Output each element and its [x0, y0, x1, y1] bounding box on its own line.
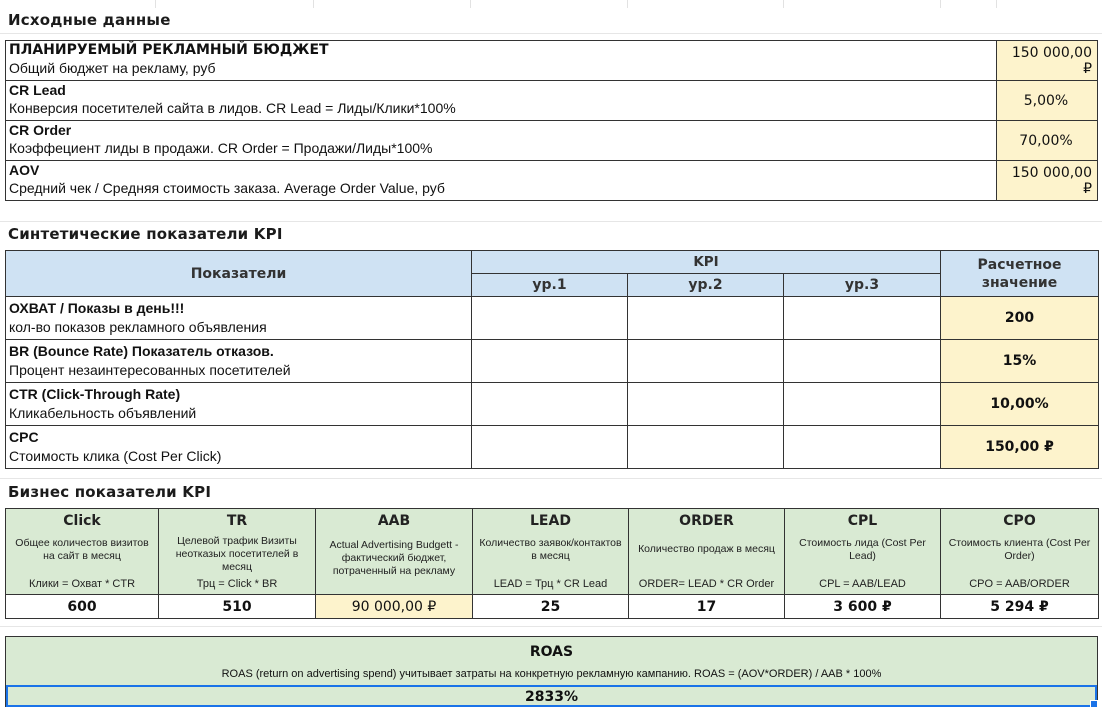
table-header-row [6, 251, 1099, 274]
metric-formula: Трц = Click * BR [196, 578, 278, 590]
kpi-level-cell[interactable] [628, 297, 784, 340]
row-title: ПЛАНИРУЕМЫЙ РЕКЛАМНЫЙ БЮДЖЕТ [9, 42, 329, 58]
row-title: CR Lead [9, 82, 66, 98]
table-row [6, 426, 1099, 469]
kpi-header[interactable]: KPI [472, 251, 941, 274]
roas-value: 2833% [525, 689, 578, 705]
calc-value-cell[interactable]: 150,00 ₽ [941, 426, 1099, 469]
metric-formula: LEAD = Трц * CR Lead [493, 578, 608, 590]
metric-name: CPO [1003, 513, 1036, 529]
business-kpi-table [5, 508, 1099, 619]
kpi-level-cell[interactable] [784, 297, 941, 340]
row-title: BR (Bounce Rate) Показатель отказов. [9, 343, 274, 359]
metric-name: Click [63, 513, 101, 529]
kpi-level-cell[interactable] [628, 383, 784, 426]
table-row [6, 383, 1099, 426]
row-subtitle: Стоимость клика (Cost Per Click) [9, 448, 222, 464]
metric-formula: ORDER= LEAD * CR Order [638, 578, 775, 590]
lead-value-cell[interactable]: 25 [473, 595, 629, 619]
kpi-table [5, 250, 1099, 469]
tr-value-cell[interactable]: 510 [159, 595, 316, 619]
metric-description: Количество продаж в месяц [638, 543, 775, 555]
kpi-level-cell[interactable] [472, 297, 628, 340]
grid-line [470, 0, 471, 8]
kpi-level-cell[interactable] [784, 426, 941, 469]
source-cell-aov[interactable] [6, 161, 997, 201]
business-header-click[interactable] [6, 509, 159, 595]
order-value-cell[interactable]: 17 [629, 595, 785, 619]
cr-lead-value-cell[interactable]: 5,00% [997, 81, 1098, 121]
table-header-row [6, 509, 1099, 595]
roas-block [5, 636, 1098, 707]
table-row [6, 340, 1099, 383]
kpi-level-cell[interactable] [472, 340, 628, 383]
grid-line [783, 0, 784, 8]
row-subtitle: Средний чек / Средняя стоимость заказа. Average Order Value, руб [9, 180, 445, 196]
table-row [6, 41, 1098, 81]
metric-description: Actual Advertising Budgett - фактический бюджет, потраченный на рекламу [329, 539, 459, 577]
calc-value-cell[interactable]: 10,00% [941, 383, 1099, 426]
grid-line [313, 0, 314, 8]
level-2-header[interactable]: ур.2 [628, 274, 784, 297]
kpi-row-label[interactable] [6, 340, 472, 383]
grid-line [0, 33, 1102, 34]
source-cell-cr-lead[interactable] [6, 81, 997, 121]
level-1-header[interactable]: ур.1 [472, 274, 628, 297]
business-header-lead[interactable] [473, 509, 629, 595]
row-subtitle: Кликабельность объявлений [9, 405, 197, 421]
kpi-row-label[interactable] [6, 426, 472, 469]
calc-value-cell[interactable]: 15% [941, 340, 1099, 383]
table-row [6, 81, 1098, 121]
grid-line [940, 0, 941, 8]
metric-description: Стоимость лида (Cost Per Lead) [799, 537, 926, 562]
metric-description: Стоимость клиента (Cost Per Order) [948, 537, 1091, 562]
kpi-level-cell[interactable] [784, 340, 941, 383]
cpo-value-cell[interactable]: 5 294 ₽ [941, 595, 1099, 619]
grid-line [155, 0, 156, 8]
kpi-level-cell[interactable] [628, 426, 784, 469]
metric-description: Целевой трафик Визиты неотказых посетителей в месяц [175, 535, 299, 573]
metric-name: AAB [377, 513, 411, 529]
cr-order-value-cell[interactable]: 70,00% [997, 121, 1098, 161]
grid-line [0, 221, 1102, 222]
metric-formula: CPO = AAB/ORDER [969, 578, 1070, 590]
row-subtitle: Процент незаинтересованных посетителей [9, 362, 291, 378]
metric-name: TR [226, 513, 248, 529]
roas-value-cell-selected[interactable] [6, 685, 1097, 707]
business-header-cpo[interactable] [941, 509, 1099, 595]
grid-line [627, 0, 628, 8]
cpl-value-cell[interactable]: 3 600 ₽ [785, 595, 941, 619]
business-header-tr[interactable] [159, 509, 316, 595]
source-cell-cr-order[interactable] [6, 121, 997, 161]
metric-formula: CPL = AAB/LEAD [819, 578, 906, 590]
row-title: AOV [9, 162, 40, 178]
metric-formula: Клики = Охват * CTR [28, 578, 136, 590]
kpi-level-cell[interactable] [628, 340, 784, 383]
row-subtitle: кол-во показов рекламного объявления [9, 319, 267, 335]
business-header-order[interactable] [629, 509, 785, 595]
synthetic-section-title: Синтетические показатели KPI [8, 225, 283, 243]
business-section-title: Бизнес показатели KPI [8, 483, 212, 501]
metric-name: LEAD [530, 513, 571, 529]
row-title: CPC [9, 429, 39, 445]
calc-value-cell[interactable]: 200 [941, 297, 1099, 340]
indicators-header[interactable]: Показатели [6, 251, 472, 297]
business-header-cpl[interactable] [785, 509, 941, 595]
row-subtitle: Общий бюджет на рекламу, руб [9, 60, 216, 76]
table-row [6, 595, 1099, 619]
business-header-aab[interactable] [316, 509, 473, 595]
row-subtitle: Коэффециент лиды в продажи. CR Order = Продажи/Лиды*100% [9, 140, 433, 156]
table-row [6, 161, 1098, 201]
calc-value-header[interactable]: Расчетное значение [941, 251, 1099, 297]
aab-value-cell[interactable]: 90 000,00 ₽ [316, 595, 473, 619]
budget-value-cell[interactable]: 150 000,00 ₽ [997, 41, 1098, 81]
grid-line [0, 478, 1102, 479]
kpi-level-cell[interactable] [472, 383, 628, 426]
metric-name: CPL [847, 513, 878, 529]
roas-description[interactable]: ROAS (return on advertising spend) учитывает затраты на конкретную рекламную кампанию. ROAS = (AOV*ORDER) / AAB * 100% [221, 668, 882, 680]
grid-line [0, 626, 1102, 627]
row-title: CR Order [9, 122, 72, 138]
source-data-table [5, 40, 1098, 201]
click-value-cell[interactable]: 600 [6, 595, 159, 619]
row-subtitle: Конверсия посетителей сайта в лидов. CR Lead = Лиды/Клики*100% [9, 100, 456, 116]
kpi-level-cell[interactable] [472, 426, 628, 469]
table-row [6, 121, 1098, 161]
source-cell-budget[interactable] [6, 41, 997, 81]
aov-value-cell[interactable]: 150 000,00 ₽ [997, 161, 1098, 201]
grid-line [996, 0, 997, 8]
roas-title[interactable]: ROAS [529, 644, 574, 660]
fill-handle[interactable] [1090, 700, 1098, 708]
kpi-row-label[interactable] [6, 383, 472, 426]
level-3-header[interactable]: ур.3 [784, 274, 941, 297]
kpi-row-label[interactable] [6, 297, 472, 340]
table-row [6, 297, 1099, 340]
source-section-title: Исходные данные [8, 11, 171, 29]
metric-name: ORDER [679, 513, 734, 529]
metric-description: Количество заявок/контактов в месяц [479, 537, 622, 562]
kpi-level-cell[interactable] [784, 383, 941, 426]
row-title: CTR (Click-Through Rate) [9, 386, 181, 402]
metric-description: Общее количестов визитов на сайт в месяц [15, 537, 149, 562]
row-title: ОХВАТ / Показы в день!!! [9, 300, 185, 316]
